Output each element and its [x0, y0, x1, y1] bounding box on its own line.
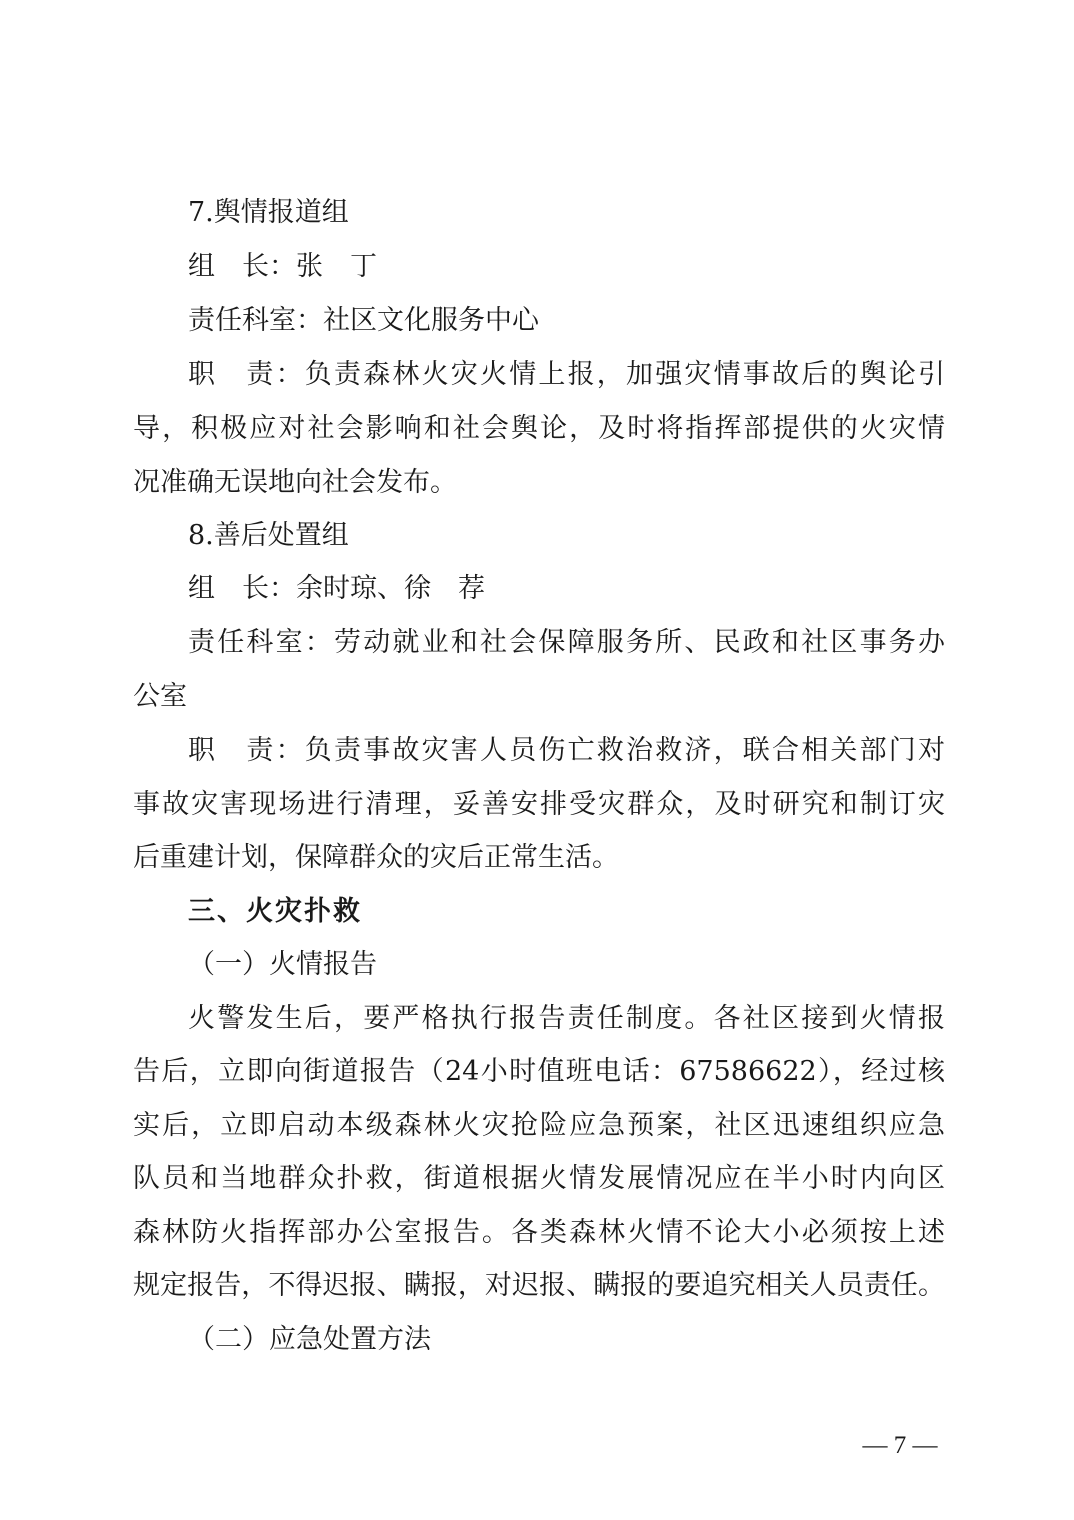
group-8-department-line-2: 公室: [133, 681, 187, 712]
group-8-title: 8.善后处置组: [188, 520, 349, 551]
report-paragraph-line-3: 实后，立即启动本级森林火灾抢险应急预案，社区迅速组织应急: [133, 1110, 945, 1141]
group-8-duty-line-2: 事故灾害现场进行清理，妥善安排受灾群众，及时研究和制订灾: [133, 789, 945, 820]
group-7-title: 7.舆情报道组: [188, 197, 349, 228]
report-paragraph-line-6: 规定报告，不得迟报、瞒报，对迟报、瞒报的要追究相关人员责任。: [133, 1270, 945, 1301]
report-paragraph-line-4: 队员和当地群众扑救，街道根据火情发展情况应在半小时内向区: [133, 1163, 945, 1194]
report-paragraph-line-1: 火警发生后，要严格执行报告责任制度。各社区接到火情报: [188, 1003, 945, 1034]
report-paragraph-line-2: 告后，立即向街道报告（24小时值班电话：67586622），经过核: [133, 1056, 945, 1087]
group-7-leader: 组 长：张 丁: [188, 251, 377, 282]
group-8-duty-line-3: 后重建计划，保障群众的灾后正常生活。: [133, 842, 619, 873]
page-number: — 7 —: [862, 1432, 938, 1459]
section-3-heading: 三、火灾扑救: [188, 896, 362, 927]
group-8-department-line-1: 责任科室：劳动就业和社会保障服务所、民政和社区事务办: [188, 627, 945, 658]
group-7-duty-line-3: 况准确无误地向社会发布。: [133, 467, 457, 498]
subsection-2-heading: （二）应急处置方法: [188, 1324, 431, 1355]
group-7-duty-line-1: 职 责：负责森林火灾火情上报，加强灾情事故后的舆论引: [188, 359, 945, 390]
group-7-duty-line-2: 导，积极应对社会影响和社会舆论，及时将指挥部提供的火灾情: [133, 413, 945, 444]
group-8-duty-line-1: 职 责：负责事故灾害人员伤亡救治救济，联合相关部门对: [188, 735, 945, 766]
group-8-leader: 组 长：余时琼、徐 荐: [188, 573, 485, 604]
subsection-1-heading: （一）火情报告: [188, 949, 377, 980]
group-7-department: 责任科室：社区文化服务中心: [188, 305, 539, 336]
report-paragraph-line-5: 森林防火指挥部办公室报告。各类森林火情不论大小必须按上述: [133, 1217, 945, 1248]
